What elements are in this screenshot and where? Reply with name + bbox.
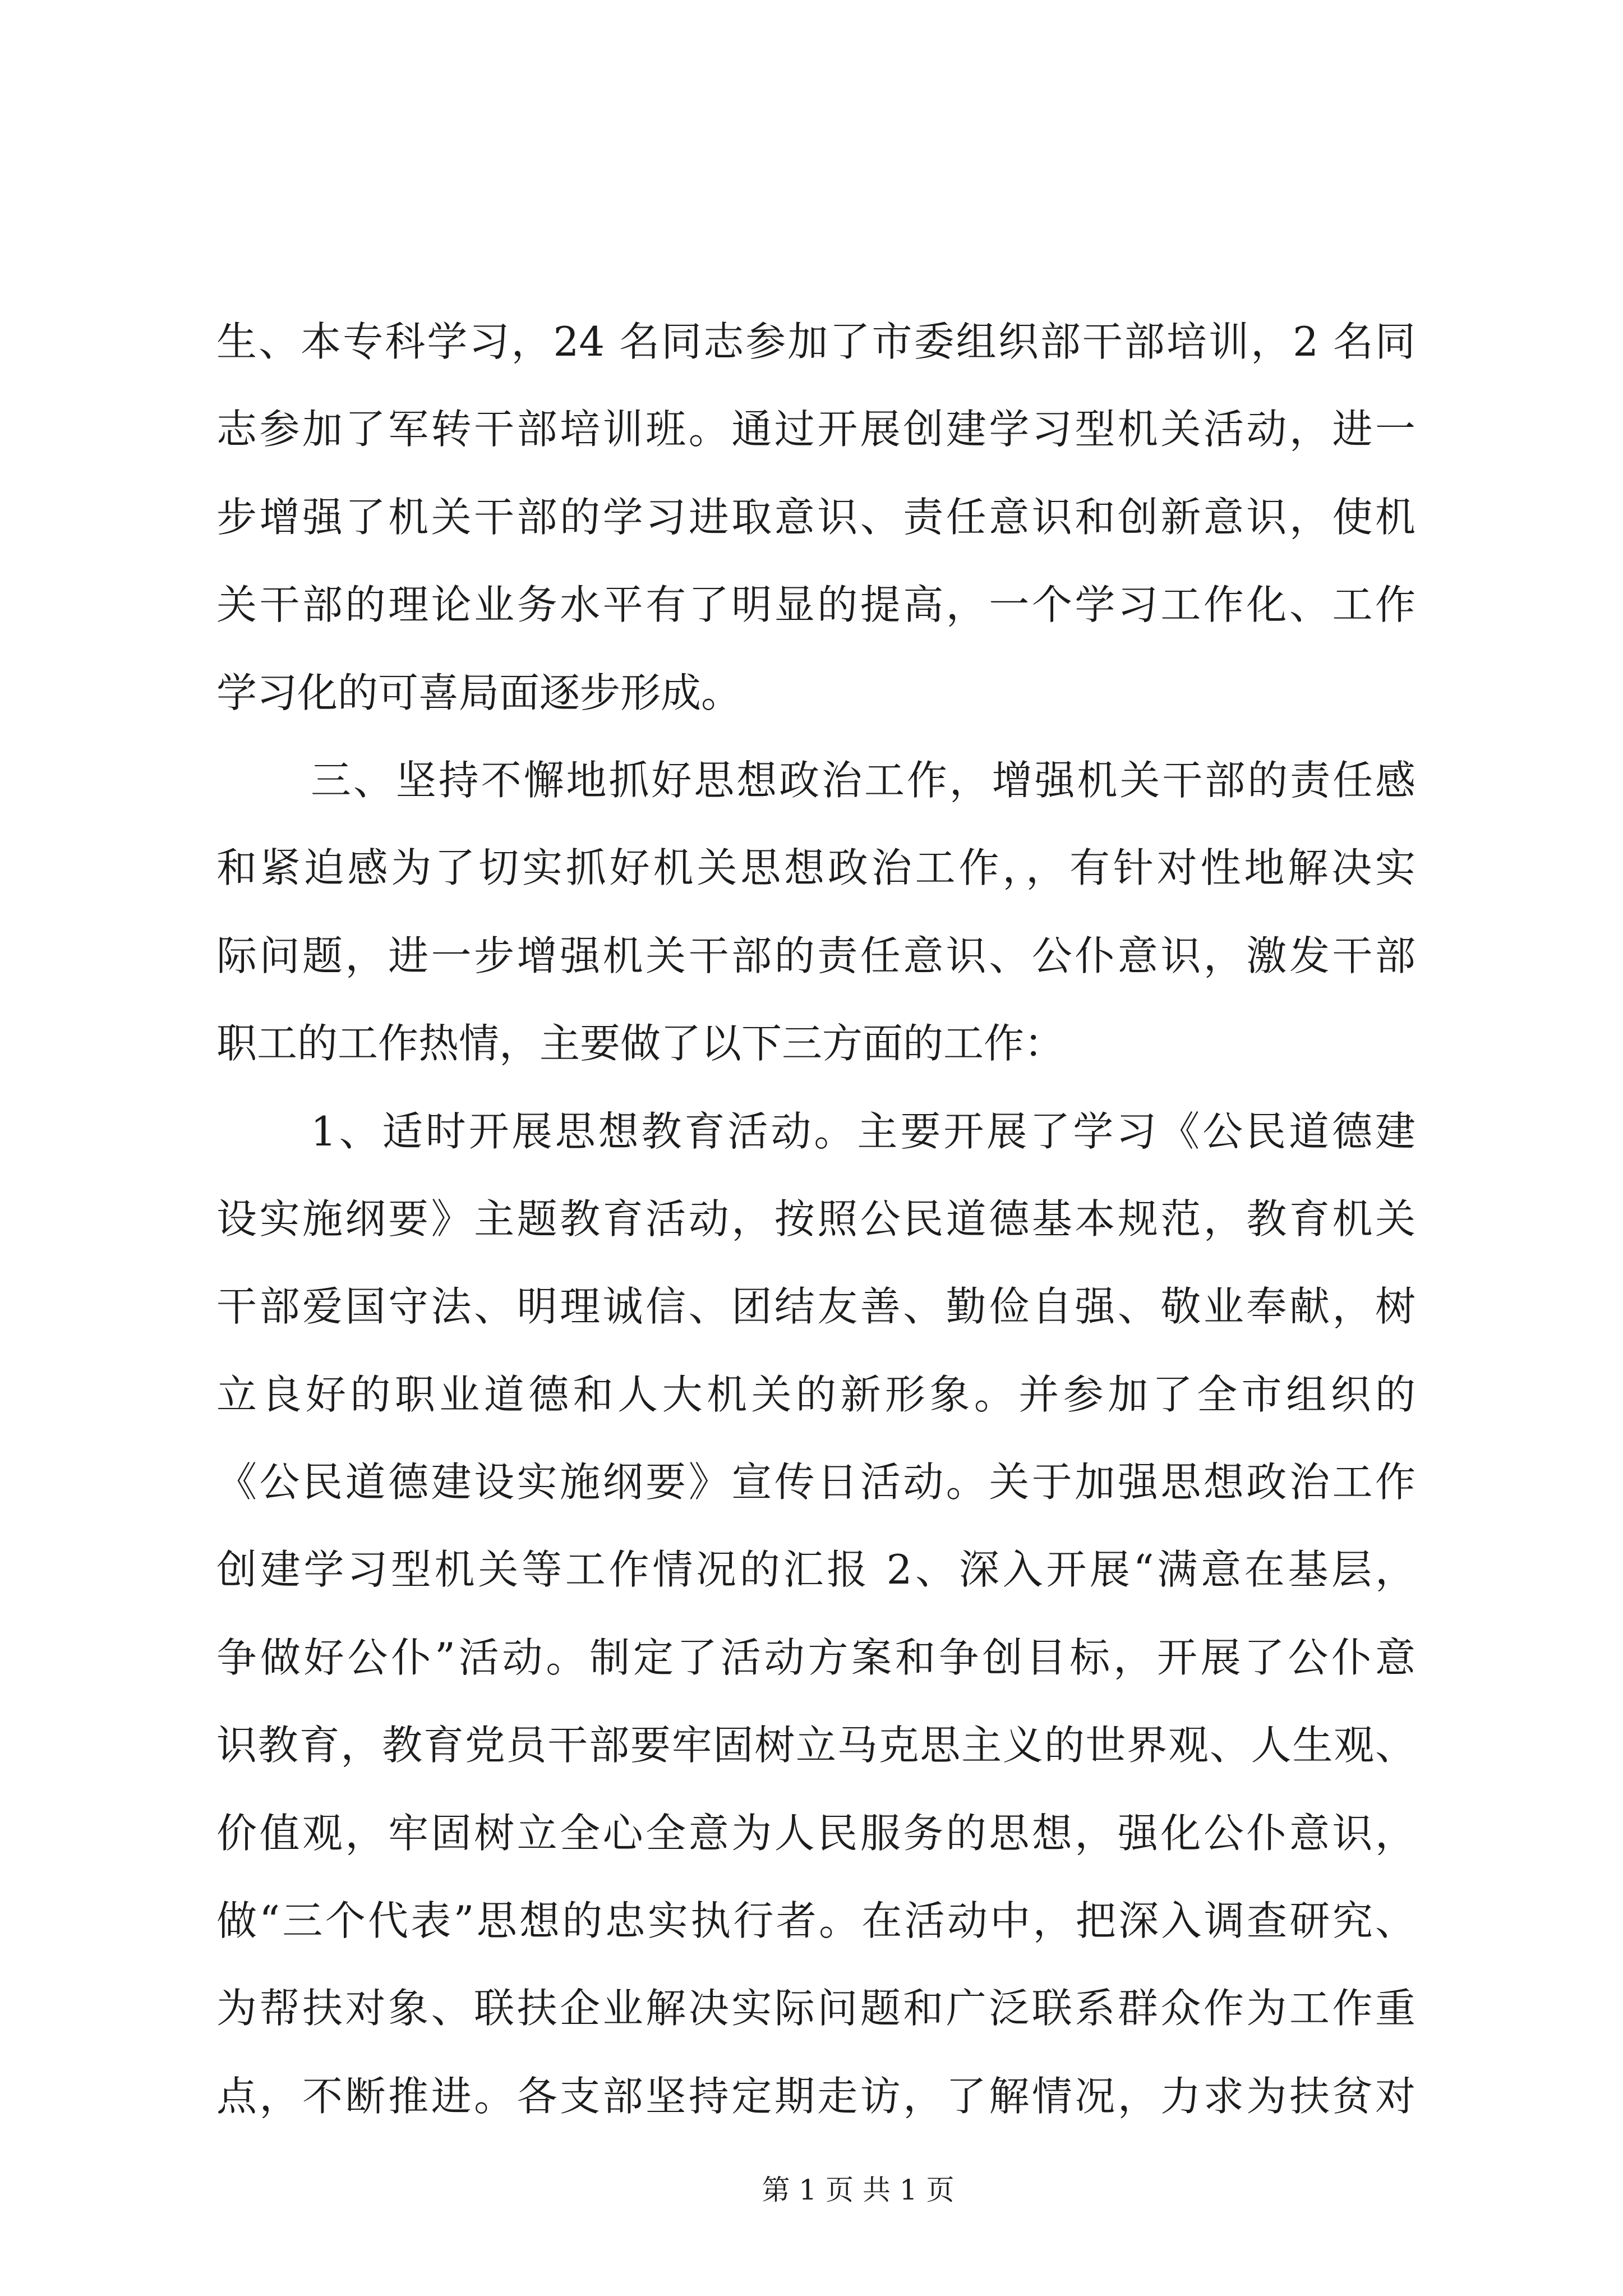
text-line: 和紧迫感为了切实抓好机关思想政治工作，，有针对性地解决实 — [216, 844, 1415, 892]
text-line: 关干部的理论业务水平有了明显的提高，一个学习工作化、工作 — [216, 581, 1415, 629]
text-line: 做“三个代表”思想的忠实执行者。在活动中，把深入调查研究、 — [216, 1897, 1415, 1945]
text-line: 点，不断推进。各支部坚持定期走访，了解情况，力求为扶贫对 — [216, 2072, 1415, 2120]
text-line: 步增强了机关干部的学习进取意识、责任意识和创新意识，使机 — [216, 493, 1415, 541]
paragraph — [216, 1088, 1415, 2141]
text-line: 为帮扶对象、联扶企业解决实际问题和广泛联系群众作为工作重 — [216, 1985, 1415, 2032]
text-line: 设实施纲要》主题教育活动，按照公民道德基本规范，教育机关 — [216, 1195, 1415, 1243]
text-line: 际问题，进一步增强机关干部的责任意识、公仆意识，激发干部 — [216, 932, 1415, 979]
text-line: 学习化的可喜局面逐步形成。 — [216, 669, 742, 716]
text-line: 生、本专科学习，24 名同志参加了市委组织部干部培训，2 名同 — [216, 318, 1415, 365]
text-line: 创建学习型机关等工作情况的汇报 2、深入开展“满意在基层， — [216, 1546, 1415, 1594]
section-heading-line: 三、坚持不懈地抓好思想政治工作，增强机关干部的责任感 — [311, 756, 1415, 804]
text-line: 职工的工作热情，主要做了以下三方面的工作： — [216, 1020, 1065, 1068]
paragraph — [216, 298, 1415, 737]
text-line: 干部爱国守法、明理诚信、团结友善、勤俭自强、敬业奉献，树 — [216, 1283, 1415, 1331]
page-footer-indicator: 第 1 页 共 1 页 — [762, 2174, 955, 2206]
document-body — [216, 298, 1415, 2140]
text-line: 立良好的职业道德和人大机关的新形象。并参加了全市组织的 — [216, 1370, 1415, 1418]
text-line: 志参加了军转干部培训班。通过开展创建学习型机关活动，进一 — [216, 406, 1415, 453]
paragraph — [216, 737, 1415, 1088]
text-line: 识教育，教育党员干部要牢固树立马克思主义的世界观、人生观、 — [216, 1722, 1415, 1769]
text-line: 争做好公仆”活动。制定了活动方案和争创目标，开展了公仆意 — [216, 1634, 1415, 1681]
text-line: 1、适时开展思想教育活动。主要开展了学习《公民道德建 — [311, 1107, 1415, 1155]
text-line: 《公民道德建设实施纲要》宣传日活动。关于加强思想政治工作 — [216, 1458, 1415, 1506]
text-line: 价值观，牢固树立全心全意为人民服务的思想，强化公仆意识， — [216, 1809, 1415, 1857]
